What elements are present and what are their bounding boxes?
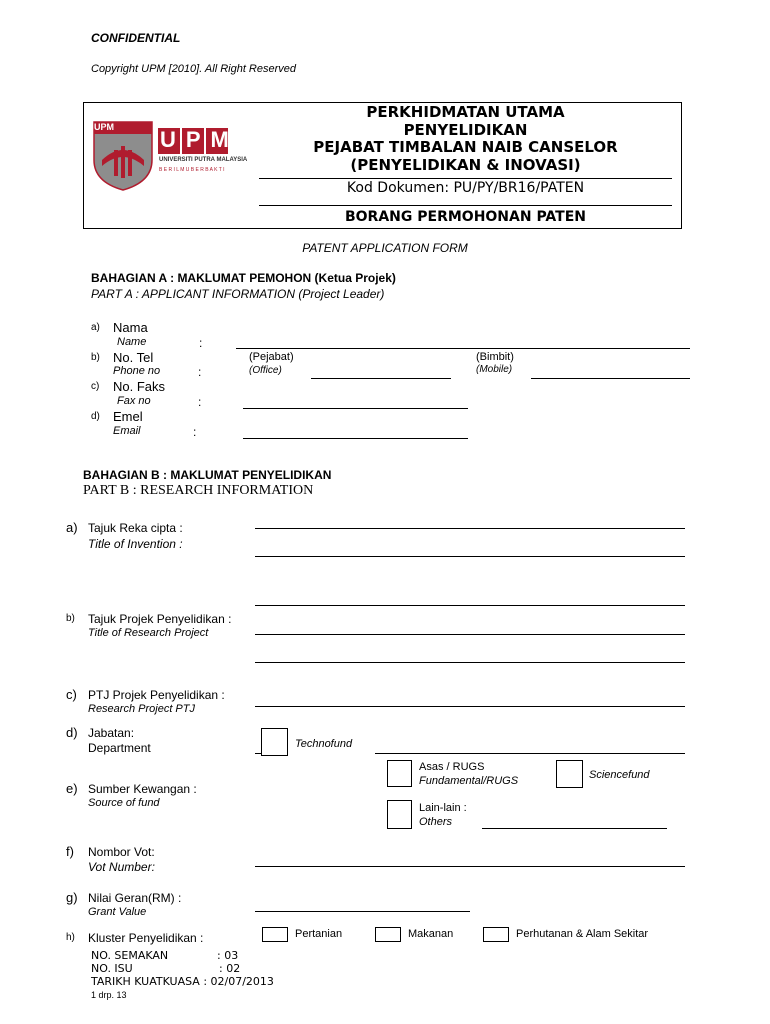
- doc-code: Kod Dokumen: PU/PY/BR16/PATEN: [346, 180, 585, 196]
- office-sublabel: (Office): [249, 365, 282, 376]
- grant-value-sublabel: Grant Value: [88, 906, 147, 918]
- phone-colon: :: [198, 365, 202, 379]
- header-divider-2: [259, 205, 672, 206]
- fax-sublabel: Fax no: [117, 395, 151, 407]
- form-subtitle: PATENT APPLICATION FORM: [302, 241, 468, 255]
- email-field[interactable]: [243, 438, 468, 439]
- part-a-letter-c: c): [91, 381, 100, 392]
- logo-text: UPM: [160, 127, 239, 152]
- project-title-sublabel: Title of Research Project: [88, 627, 209, 639]
- project-title-label: Tajuk Projek Penyelidikan :: [88, 612, 232, 626]
- mobile-phone-field[interactable]: [531, 378, 690, 379]
- confidential-label: CONFIDENTIAL: [91, 31, 181, 45]
- others-field[interactable]: [482, 828, 667, 829]
- header-title: [259, 104, 672, 174]
- part-b-letter-a: a): [66, 520, 78, 535]
- name-sublabel: Name: [117, 336, 147, 348]
- invention-title-sublabel: Title of Invention :: [88, 537, 183, 551]
- vot-number-label: Nombor Vot:: [88, 845, 155, 859]
- part-b-letter-d: d): [66, 725, 78, 740]
- cluster-perhutanan-label: Perhutanan & Alam Sekitar: [516, 928, 649, 940]
- cluster-pertanian-label: Pertanian: [295, 928, 343, 940]
- invention-title-label: Tajuk Reka cipta :: [88, 521, 183, 535]
- phone-sublabel: Phone no: [113, 365, 161, 377]
- email-label: Emel: [113, 409, 143, 424]
- part-b-letter-c: c): [66, 687, 77, 702]
- cluster-makanan-label: Makanan: [408, 928, 454, 940]
- logo-motto: B E R I L M U B E R B A K T I: [159, 167, 225, 173]
- cluster-makanan-checkbox[interactable]: [375, 927, 401, 942]
- part-b-letter-e: e): [66, 781, 78, 796]
- footer-page-number: 1 drp. 13: [91, 990, 127, 1000]
- part-a-heading: BAHAGIAN A : MAKLUMAT PEMOHON (Ketua Projek): [91, 271, 396, 285]
- logo-university: UNIVERSITI PUTRA MALAYSIA: [159, 157, 248, 163]
- footer-isu-label: NO. ISU: [91, 962, 133, 975]
- part-b-letter-g: g): [66, 890, 78, 905]
- asas-rugs-checkbox[interactable]: [387, 760, 412, 787]
- header-title-line-3: PEJABAT TIMBALAN NAIB CANSELOR: [313, 138, 618, 156]
- name-label: Nama: [113, 320, 148, 335]
- part-a-letter-b: b): [91, 352, 100, 363]
- part-a-heading-en: PART A : APPLICANT INFORMATION (Project Leader): [91, 287, 385, 301]
- sciencefund-label: Sciencefund: [589, 769, 650, 781]
- asas-rugs-label: Asas / RUGS: [419, 761, 485, 773]
- grant-value-label: Nilai Geran(RM) :: [88, 891, 182, 905]
- project-title-field-1[interactable]: [255, 634, 685, 635]
- technofund-label: Technofund: [295, 738, 353, 750]
- phone-label: No. Tel: [113, 350, 154, 365]
- part-a-letter-a: a): [91, 322, 100, 333]
- name-colon: :: [199, 336, 203, 350]
- others-checkbox[interactable]: [387, 800, 412, 829]
- upm-logo: [92, 120, 252, 192]
- part-b-letter-f: f): [66, 844, 74, 859]
- project-title-field-2[interactable]: [255, 662, 685, 663]
- form-title: BORANG PERMOHONAN PATEN: [344, 209, 587, 225]
- footer-isu-value: : 02: [219, 962, 241, 975]
- name-field[interactable]: [236, 348, 690, 349]
- department-sublabel: Department: [88, 741, 151, 755]
- part-a-letter-d: d): [91, 411, 100, 422]
- invention-title-field-1[interactable]: [255, 528, 685, 529]
- cluster-perhutanan-checkbox[interactable]: [483, 927, 509, 942]
- sciencefund-checkbox[interactable]: [556, 760, 583, 788]
- footer-effective-date: TARIKH KUATKUASA : 02/07/2013: [91, 975, 274, 988]
- ptj-sublabel: Research Project PTJ: [88, 703, 195, 715]
- header-title-line-1: PERKHIDMATAN UTAMA: [366, 103, 565, 121]
- office-label: (Pejabat): [249, 351, 294, 363]
- others-sublabel: Others: [419, 816, 453, 828]
- invention-title-field-2[interactable]: [255, 556, 685, 557]
- mobile-label: (Bimbit): [476, 351, 514, 363]
- part-b-letter-b: b): [66, 613, 75, 624]
- header-title-line-2: PENYELIDIKAN: [403, 120, 528, 139]
- fund-source-label: Sumber Kewangan :: [88, 782, 197, 796]
- footer-semakan-value: : 03: [217, 949, 239, 962]
- technofund-checkbox[interactable]: [261, 728, 288, 756]
- logo-small-text: UPM: [94, 122, 114, 132]
- ptj-field[interactable]: [255, 706, 685, 707]
- part-b-letter-h: h): [66, 932, 75, 943]
- invention-title-field-3[interactable]: [255, 605, 685, 606]
- others-label: Lain-lain :: [419, 802, 467, 814]
- cluster-label: Kluster Penyelidikan :: [88, 931, 204, 945]
- email-colon: :: [193, 425, 197, 439]
- email-sublabel: Email: [113, 425, 141, 437]
- ptj-label: PTJ Projek Penyelidikan :: [88, 688, 225, 702]
- vot-number-sublabel: Vot Number:: [88, 860, 155, 874]
- header-title-line-4: (PENYELIDIKAN & INOVASI): [350, 155, 581, 174]
- grant-value-field[interactable]: [255, 911, 470, 912]
- header-divider: [259, 178, 672, 179]
- asas-rugs-sublabel: Fundamental/RUGS: [419, 775, 519, 787]
- fax-label: No. Faks: [113, 379, 166, 394]
- office-phone-field[interactable]: [311, 378, 451, 379]
- fax-colon: :: [198, 395, 202, 409]
- part-b-heading: BAHAGIAN B : MAKLUMAT PENYELIDIKAN: [83, 468, 332, 482]
- department-field[interactable]: [375, 753, 685, 754]
- vot-number-field[interactable]: [255, 866, 685, 867]
- fax-field[interactable]: [243, 408, 468, 409]
- cluster-pertanian-checkbox[interactable]: [262, 927, 288, 942]
- footer-semakan-label: NO. SEMAKAN: [91, 949, 169, 962]
- part-b-heading-en: PART B : RESEARCH INFORMATION: [83, 483, 314, 498]
- fund-source-sublabel: Source of fund: [88, 797, 160, 809]
- mobile-sublabel: (Mobile): [476, 364, 513, 375]
- department-label: Jabatan:: [88, 726, 135, 740]
- copyright-text: Copyright UPM [2010]. All Right Reserved: [91, 63, 297, 75]
